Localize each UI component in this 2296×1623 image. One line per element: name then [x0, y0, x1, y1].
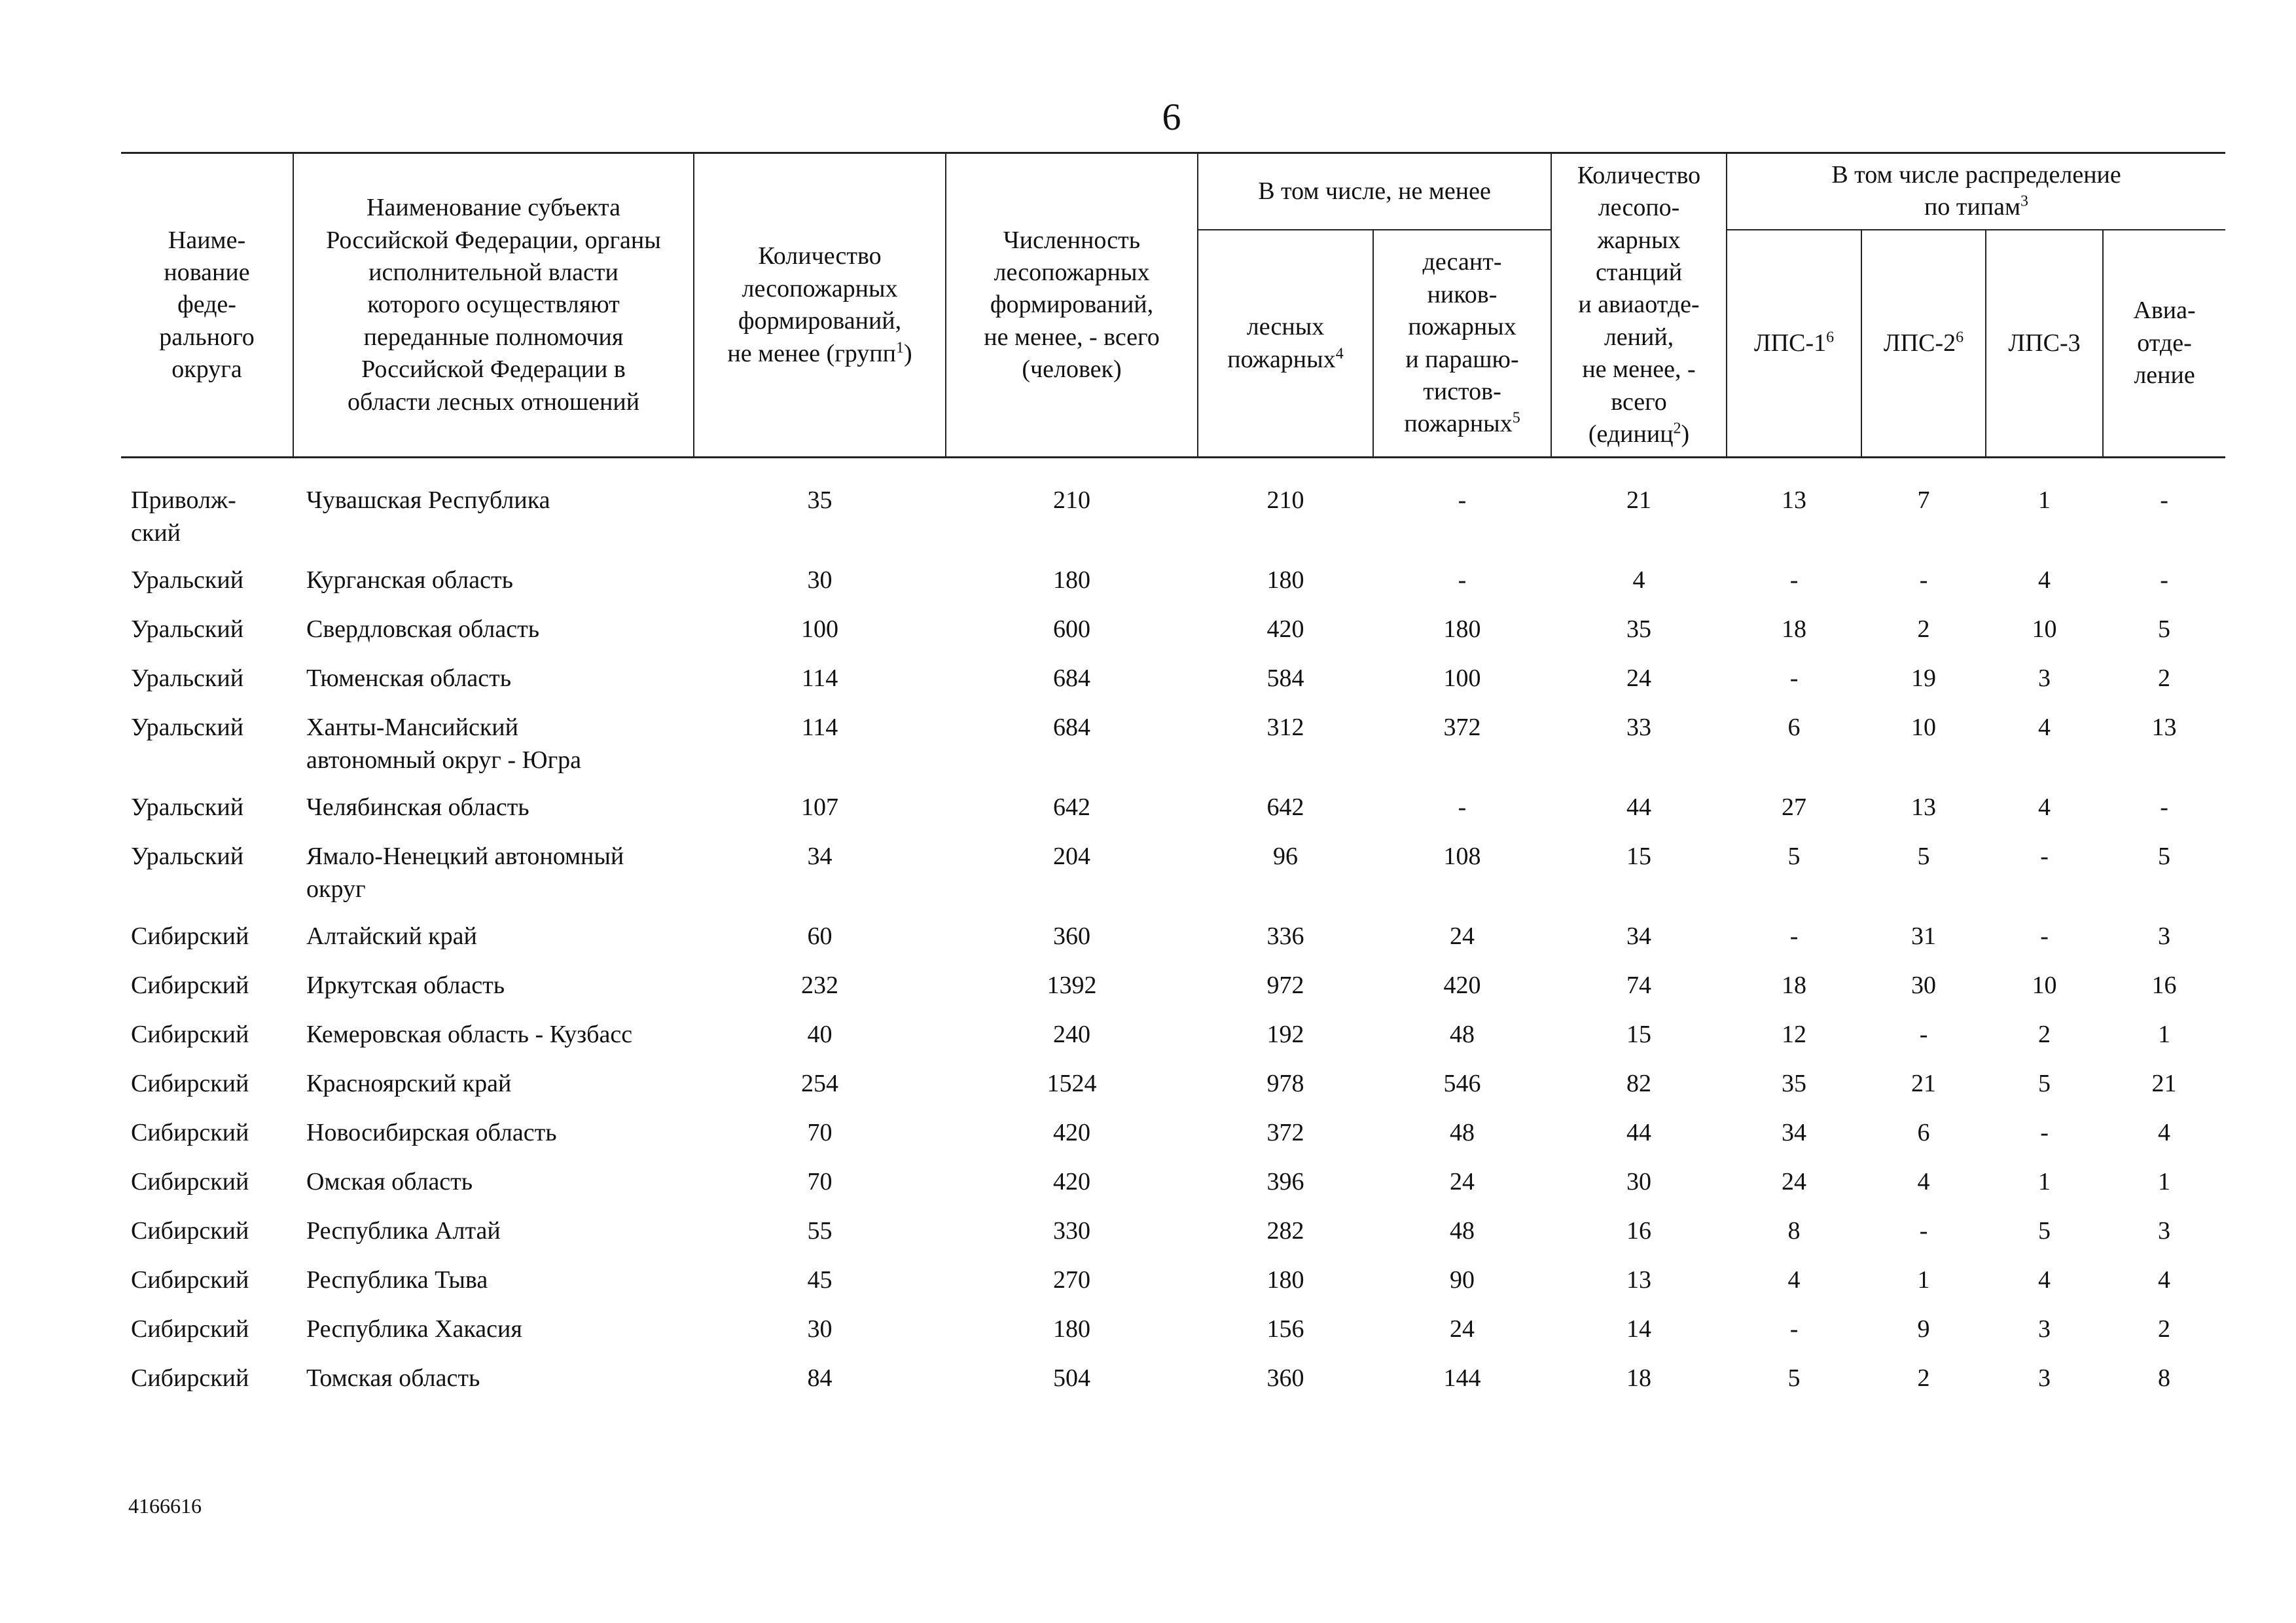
cell-stations: 35: [1626, 615, 1652, 644]
cell-para: 90: [1450, 1266, 1475, 1294]
cell-subject: Кемеровская область - Кузбасс: [306, 1021, 633, 1049]
cell-stations: 33: [1626, 714, 1652, 742]
cell-personnel: 684: [1053, 665, 1090, 693]
cell-forest: 192: [1266, 1021, 1304, 1049]
table-row: [121, 1117, 2225, 1166]
cell-para: -: [1458, 793, 1467, 822]
cell-district: Сибирский: [131, 1315, 249, 1343]
cell-personnel: 420: [1053, 1119, 1090, 1147]
table-row: [121, 1264, 2225, 1313]
cell-avia: -: [2160, 566, 2168, 594]
cell-formations: 45: [807, 1266, 833, 1294]
cell-avia: 1: [2158, 1021, 2171, 1049]
cell-district: Уральский: [131, 566, 244, 594]
cell-para: 420: [1443, 972, 1481, 1000]
table-row: [121, 1019, 2225, 1068]
cell-subject: Иркутская область: [306, 972, 505, 1000]
cell-lps3: 3: [2038, 665, 2051, 693]
cell-stations: 21: [1626, 486, 1652, 515]
cell-subject: Новосибирская область: [306, 1119, 557, 1147]
cell-lps1: 12: [1782, 1021, 1807, 1049]
cell-district: Сибирский: [131, 922, 249, 951]
cell-lps2: 5: [1917, 843, 1930, 871]
cell-district: Уральский: [131, 843, 244, 871]
cell-personnel: 204: [1053, 843, 1090, 871]
cell-personnel: 504: [1053, 1364, 1090, 1393]
cell-formations: 55: [807, 1217, 833, 1245]
cell-lps2: 6: [1917, 1119, 1930, 1147]
cell-personnel: 240: [1053, 1021, 1090, 1049]
cell-lps3: 10: [2032, 615, 2057, 644]
header-district: Наиме- нование феде- рального округа: [121, 153, 293, 458]
cell-lps1: 27: [1782, 793, 1807, 822]
cell-lps3: 3: [2038, 1315, 2051, 1343]
cell-avia: 4: [2158, 1266, 2171, 1294]
cell-para: 48: [1450, 1217, 1475, 1245]
cell-personnel: 600: [1053, 615, 1090, 644]
cell-avia: 13: [2151, 714, 2177, 742]
cell-lps1: 13: [1782, 486, 1807, 515]
cell-forest: 96: [1273, 843, 1298, 871]
cell-lps2: -: [1919, 1217, 1928, 1245]
table-row: [121, 921, 2225, 970]
cell-formations: 70: [807, 1168, 833, 1196]
cell-lps1: 4: [1787, 1266, 1801, 1294]
cell-lps1: 5: [1787, 843, 1801, 871]
cell-lps3: 2: [2038, 1021, 2051, 1049]
cell-lps1: 18: [1782, 972, 1807, 1000]
header-stations: Количество лесопо- жарных станций и авиаотде- лений, не менее, - всего (единиц$^2$): [1551, 153, 1727, 458]
cell-lps1: -: [1789, 1315, 1799, 1343]
cell-lps3: -: [2040, 843, 2049, 871]
cell-avia: -: [2160, 793, 2168, 822]
cell-district: Уральский: [131, 665, 244, 693]
cell-personnel: 180: [1053, 566, 1090, 594]
cell-subject: Республика Тыва: [306, 1266, 488, 1294]
cell-stations: 14: [1626, 1315, 1652, 1343]
cell-avia: 5: [2158, 843, 2171, 871]
cell-lps1: 5: [1787, 1364, 1801, 1393]
cell-lps3: 4: [2038, 1266, 2051, 1294]
cell-para: 24: [1450, 1315, 1475, 1343]
cell-district: Уральский: [131, 793, 244, 822]
cell-lps3: 4: [2038, 566, 2051, 594]
cell-stations: 16: [1626, 1217, 1652, 1245]
cell-subject: Республика Хакасия: [306, 1315, 522, 1343]
cell-subject: Алтайский край: [306, 922, 477, 951]
header-avia: Авиа- отде- ление: [2103, 230, 2225, 458]
cell-district: Сибирский: [131, 1119, 249, 1147]
cell-formations: 254: [801, 1070, 838, 1098]
table-row: [121, 712, 2225, 792]
cell-stations: 44: [1626, 793, 1652, 822]
cell-lps1: 8: [1787, 1217, 1801, 1245]
cell-lps3: 10: [2032, 972, 2057, 1000]
cell-formations: 84: [807, 1364, 833, 1393]
cell-subject: Омская область: [306, 1168, 473, 1196]
cell-forest: 420: [1266, 615, 1304, 644]
cell-personnel: 642: [1053, 793, 1090, 822]
cell-lps2: 19: [1911, 665, 1937, 693]
cell-para: -: [1458, 566, 1467, 594]
header-formations-count: Количество лесопожарных формирований, не менее (групп$^1$): [694, 153, 946, 458]
cell-personnel: 180: [1053, 1315, 1090, 1343]
table-row: [121, 970, 2225, 1019]
cell-forest: 642: [1266, 793, 1304, 822]
cell-subject: Свердловская область: [306, 615, 540, 644]
cell-formations: 107: [801, 793, 838, 822]
cell-subject: Тюменская область: [306, 665, 512, 693]
cell-personnel: 684: [1053, 714, 1090, 742]
cell-subject: Курганская область: [306, 566, 513, 594]
cell-lps1: 6: [1787, 714, 1801, 742]
table-row: [121, 1362, 2225, 1412]
cell-lps1: -: [1789, 922, 1799, 951]
cell-avia: -: [2160, 486, 2168, 515]
cell-lps1: 34: [1782, 1119, 1807, 1147]
cell-formations: 70: [807, 1119, 833, 1147]
cell-para: 48: [1450, 1021, 1475, 1049]
cell-lps3: -: [2040, 922, 2049, 951]
cell-district: Сибирский: [131, 1168, 249, 1196]
header-subject: Наименование субъекта Российской Федерации, органы исполнительной власти которого осуществляют переданные полномочия Российской Федерации в области лесных отношений: [293, 153, 694, 458]
cell-stations: 13: [1626, 1266, 1652, 1294]
table-header: [121, 153, 2225, 458]
document-code: 4166616: [128, 1494, 202, 1518]
cell-lps2: -: [1919, 1021, 1928, 1049]
cell-forest: 156: [1266, 1315, 1304, 1343]
cell-lps2: 4: [1917, 1168, 1930, 1196]
cell-para: 108: [1443, 843, 1481, 871]
cell-stations: 4: [1632, 566, 1645, 594]
table-row: [121, 841, 2225, 921]
cell-personnel: 210: [1053, 486, 1090, 515]
cell-lps1: 18: [1782, 615, 1807, 644]
cell-district: Приволж- ский: [131, 486, 236, 547]
cell-stations: 18: [1626, 1364, 1652, 1393]
cell-para: -: [1458, 486, 1467, 515]
cell-district: Сибирский: [131, 1266, 249, 1294]
cell-stations: 15: [1626, 843, 1652, 871]
cell-forest: 360: [1266, 1364, 1304, 1393]
cell-lps2: 31: [1911, 922, 1937, 951]
cell-subject: Красноярский край: [306, 1070, 512, 1098]
cell-subject: Ханты-Мансийский автономный округ - Югра: [306, 714, 582, 774]
cell-personnel: 330: [1053, 1217, 1090, 1245]
cell-forest: 584: [1266, 665, 1304, 693]
cell-lps2: 21: [1911, 1070, 1937, 1098]
cell-subject: Челябинская область: [306, 793, 529, 822]
cell-para: 100: [1443, 665, 1481, 693]
cell-lps3: 1: [2038, 1168, 2051, 1196]
table-row: [121, 1166, 2225, 1215]
cell-formations: 34: [807, 843, 833, 871]
cell-avia: 2: [2158, 1315, 2171, 1343]
cell-lps3: 4: [2038, 793, 2051, 822]
cell-stations: 44: [1626, 1119, 1652, 1147]
cell-lps3: 4: [2038, 714, 2051, 742]
cell-lps2: 2: [1917, 615, 1930, 644]
header-lps3: ЛПС-3: [1986, 230, 2103, 458]
cell-formations: 114: [801, 714, 838, 742]
cell-personnel: 360: [1053, 922, 1090, 951]
cell-avia: 16: [2151, 972, 2177, 1000]
cell-lps2: 10: [1911, 714, 1937, 742]
cell-formations: 30: [807, 566, 833, 594]
cell-subject: Чувашская Республика: [306, 486, 550, 515]
table-row: [121, 1068, 2225, 1117]
cell-para: 24: [1450, 1168, 1475, 1196]
table-row: [121, 1313, 2225, 1362]
cell-lps2: 13: [1911, 793, 1937, 822]
cell-lps2: -: [1919, 566, 1928, 594]
table-row: [121, 1215, 2225, 1264]
cell-lps2: 9: [1917, 1315, 1930, 1343]
cell-avia: 3: [2158, 922, 2171, 951]
cell-subject: Томская область: [306, 1364, 480, 1393]
cell-lps1: 35: [1782, 1070, 1807, 1098]
table-body: [121, 458, 2225, 1412]
cell-forest: 978: [1266, 1070, 1304, 1098]
cell-lps1: 24: [1782, 1168, 1807, 1196]
cell-district: Сибирский: [131, 1070, 249, 1098]
cell-forest: 972: [1266, 972, 1304, 1000]
table-row: [121, 564, 2225, 613]
fire-formations-table: [121, 152, 2225, 1412]
cell-subject: Ямало-Ненецкий автономный округ: [306, 843, 624, 903]
cell-forest: 180: [1266, 566, 1304, 594]
cell-lps3: -: [2040, 1119, 2049, 1147]
cell-avia: 2: [2158, 665, 2171, 693]
cell-district: Сибирский: [131, 1021, 249, 1049]
cell-para: 48: [1450, 1119, 1475, 1147]
header-group-incl: В том числе, не менее: [1198, 153, 1551, 230]
cell-formations: 60: [807, 922, 833, 951]
cell-para: 24: [1450, 922, 1475, 951]
cell-formations: 100: [801, 615, 838, 644]
cell-forest: 282: [1266, 1217, 1304, 1245]
cell-para: 372: [1443, 714, 1481, 742]
cell-district: Уральский: [131, 615, 244, 644]
cell-stations: 15: [1626, 1021, 1652, 1049]
cell-avia: 4: [2158, 1119, 2171, 1147]
cell-stations: 74: [1626, 972, 1652, 1000]
table-row: [121, 792, 2225, 841]
cell-formations: 35: [807, 486, 833, 515]
cell-forest: 396: [1266, 1168, 1304, 1196]
cell-formations: 40: [807, 1021, 833, 1049]
cell-personnel: 1392: [1047, 972, 1097, 1000]
cell-stations: 34: [1626, 922, 1652, 951]
cell-lps2: 1: [1917, 1266, 1930, 1294]
cell-formations: 232: [801, 972, 838, 1000]
cell-lps2: 2: [1917, 1364, 1930, 1393]
cell-lps3: 5: [2038, 1217, 2051, 1245]
cell-district: Уральский: [131, 714, 244, 742]
table-row: [121, 613, 2225, 663]
cell-avia: 3: [2158, 1217, 2171, 1245]
cell-lps3: 3: [2038, 1364, 2051, 1393]
cell-stations: 82: [1626, 1070, 1652, 1098]
cell-para: 546: [1443, 1070, 1481, 1098]
cell-lps1: -: [1789, 566, 1799, 594]
page-number: 6: [1162, 96, 1181, 138]
cell-formations: 30: [807, 1315, 833, 1343]
header-paratroopers: десант- ников- пожарных и парашю- тистов- пожарных$^5$: [1373, 230, 1551, 458]
table-row: [121, 663, 2225, 712]
cell-lps3: 5: [2038, 1070, 2051, 1098]
cell-district: Сибирский: [131, 1217, 249, 1245]
cell-personnel: 1524: [1047, 1070, 1097, 1098]
cell-personnel: 270: [1053, 1266, 1090, 1294]
cell-subject: Республика Алтай: [306, 1217, 501, 1245]
cell-avia: 5: [2158, 615, 2171, 644]
cell-forest: 372: [1266, 1119, 1304, 1147]
cell-avia: 8: [2158, 1364, 2171, 1393]
header-forest-firefighters: лесных пожарных$^4$: [1198, 230, 1373, 458]
cell-stations: 24: [1626, 665, 1652, 693]
header-group-types: В том числе распределение по типам$^3$: [1727, 153, 2225, 230]
header-lps1: ЛПС-$1^6$: [1727, 230, 1861, 458]
header-lps2: ЛПС-$2^6$: [1861, 230, 1986, 458]
cell-forest: 312: [1266, 714, 1304, 742]
cell-para: 180: [1443, 615, 1481, 644]
cell-forest: 336: [1266, 922, 1304, 951]
cell-avia: 1: [2158, 1168, 2171, 1196]
cell-formations: 114: [801, 665, 838, 693]
cell-personnel: 420: [1053, 1168, 1090, 1196]
cell-forest: 210: [1266, 486, 1304, 515]
cell-lps1: -: [1789, 665, 1799, 693]
cell-lps2: 7: [1917, 486, 1930, 515]
cell-district: Сибирский: [131, 1364, 249, 1393]
header-personnel: Численность лесопожарных формирований, не менее, - всего (человек): [946, 153, 1198, 458]
cell-stations: 30: [1626, 1168, 1652, 1196]
cell-district: Сибирский: [131, 972, 249, 1000]
table-row: [121, 484, 2225, 564]
cell-avia: 21: [2151, 1070, 2177, 1098]
cell-lps3: 1: [2038, 486, 2051, 515]
cell-para: 144: [1443, 1364, 1481, 1393]
cell-forest: 180: [1266, 1266, 1304, 1294]
cell-lps2: 30: [1911, 972, 1937, 1000]
